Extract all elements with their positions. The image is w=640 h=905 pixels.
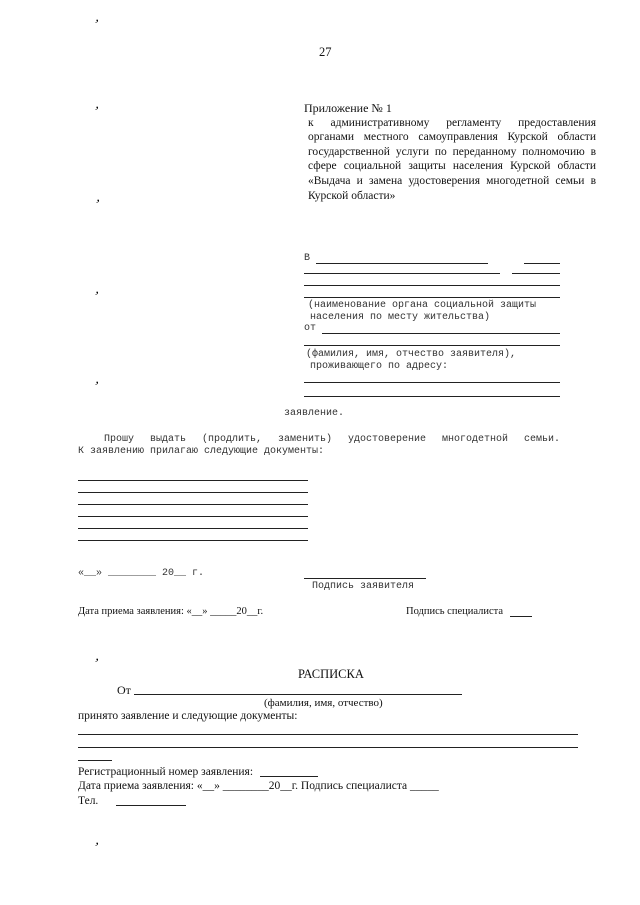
document-list-line xyxy=(78,540,308,541)
application-request-line: Прошу выдать (продлить, заменить) удостоверение многодетной семьи. xyxy=(104,434,560,445)
page-number: 27 xyxy=(319,45,332,59)
signature-caption: Подпись заявителя xyxy=(312,581,415,592)
addressee-address-label: проживающего по адресу: xyxy=(310,361,449,372)
scan-mark: , xyxy=(94,648,102,665)
scan-mark: , xyxy=(94,371,102,388)
receipt-reg-number-label: Регистрационный номер заявления: xyxy=(78,766,254,778)
addressee-to-prefix: В xyxy=(304,253,311,264)
scan-mark: , xyxy=(94,96,102,113)
receipt-date-line: Дата приема заявления: «__» ________20__г. Подпись специалиста _____ xyxy=(78,780,439,792)
addressee-address-line xyxy=(304,396,560,397)
receipt-specialist-label: Подпись специалиста xyxy=(406,606,504,617)
addressee-name-line xyxy=(304,345,560,346)
scan-mark: , xyxy=(95,189,103,206)
addressee-org-line xyxy=(316,263,488,264)
receipt-from-line xyxy=(134,694,462,695)
document-list-line xyxy=(78,480,308,481)
document-list-line xyxy=(78,492,308,493)
addressee-name-caption: (фамилия, имя, отчество заявителя), xyxy=(306,349,517,360)
specialist-signature-line xyxy=(510,616,532,617)
addressee-org-caption: (наименование органа социальной защиты xyxy=(308,300,537,311)
receipt-name-caption: (фамилия, имя, отчество) xyxy=(264,697,383,709)
application-date: «__» ________ 20__ г. xyxy=(78,568,205,579)
document-list-line xyxy=(78,528,308,529)
addressee-from-prefix: от xyxy=(304,323,317,334)
receipt-document-line xyxy=(78,734,578,735)
addressee-org-line xyxy=(304,273,500,274)
addressee-org-line xyxy=(304,285,560,286)
receipt-document-line xyxy=(78,747,578,748)
signature-line xyxy=(304,578,426,579)
receipt-phone-label: Тел. xyxy=(78,795,99,807)
addressee-address-line xyxy=(304,382,560,383)
addressee-org-line xyxy=(524,263,560,264)
appendix-title: Приложение № 1 xyxy=(304,101,392,115)
appendix-block xyxy=(304,101,596,203)
receipt-heading: РАСПИСКА xyxy=(298,667,364,681)
receipt-reg-number-line xyxy=(260,776,318,777)
receipt-phone-line xyxy=(116,805,186,806)
receipt-accepted-label: принято заявление и следующие документы: xyxy=(78,710,298,722)
application-heading: заявление. xyxy=(284,408,345,419)
receipt-document-line xyxy=(78,760,112,761)
document-list-line xyxy=(78,516,308,517)
addressee-org-caption: населения по месту жительства) xyxy=(310,312,491,323)
receipt-from-label: От xyxy=(117,683,131,697)
scan-mark: , xyxy=(94,832,102,849)
addressee-org-line xyxy=(512,273,560,274)
document-list-line xyxy=(78,504,308,505)
addressee-name-line xyxy=(322,333,560,334)
addressee-org-line xyxy=(304,297,560,298)
receipt-date-label: Дата приема заявления: «__» _____20__г. xyxy=(78,606,264,617)
appendix-text: к административному регламенту предоставления органами местного самоуправления Курской области государственной услуги по переданному полномочию в сфере социальной защиты населения Курской области «Выдача и замена удостоверения многодетной семьи в Курской области» xyxy=(308,116,596,202)
scan-mark: , xyxy=(94,9,102,26)
application-attach-line: К заявлению прилагаю следующие документы: xyxy=(78,446,325,457)
scan-mark: , xyxy=(94,281,102,298)
